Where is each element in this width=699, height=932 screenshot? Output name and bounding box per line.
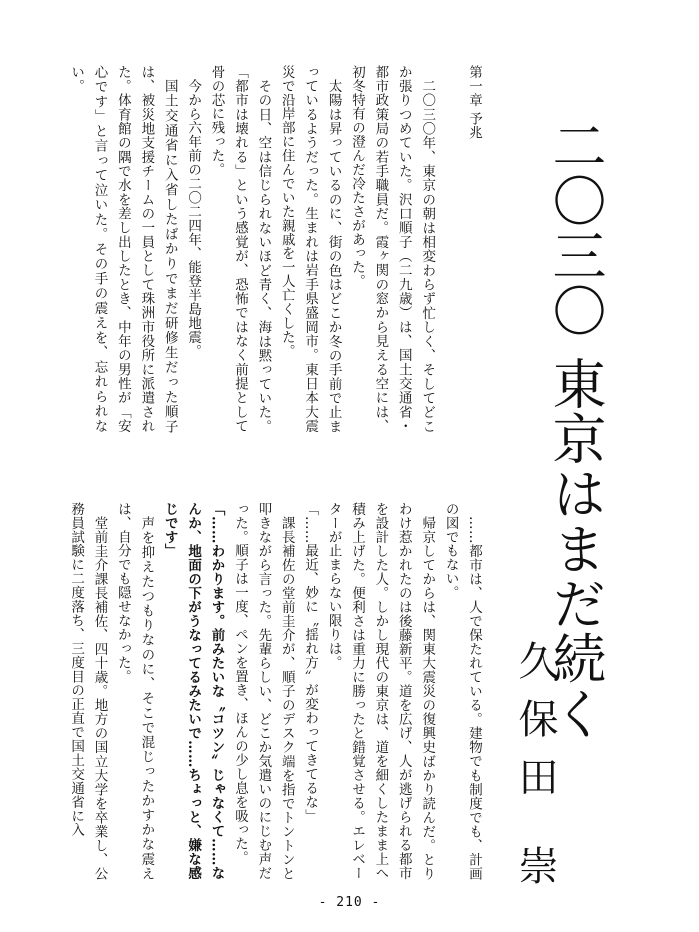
paragraph: 二〇三〇年、東京の朝は相変わらず忙しく、そしてどこか張りつめていた。沢口順子（二九歳）は、国土交通省・都市政策局の若手職員だ。霞ヶ関の窓から見える空には、初冬特有の澄んだ冷たさがあった。 [348,65,436,433]
dialogue-line-bold: 「……わかります。前みたいな〝コツン〟じゃなくて……なんか、地面の下がうなってるみたいで……ちょっと、嫌な感じです」 [161,502,225,880]
paragraph: ……都市は、人で保たれている。建物でも制度でも、計画の図でもない。 [442,502,482,880]
paragraph: 今から六年前の二〇二四年、能登半島地震。 [185,78,202,358]
paragraph: 声を抑えたつもりなのに、そこで混じったかすかな震えは、自分でも隠せなかった。 [114,502,155,880]
paragraph: 国土交通省に入省したばかりでまだ研修生だった順子は、被災地支援チームの一員として珠洲市役所に派遣された。体育館の隅で水を差し出したとき、中年の男性が「安心です」と言って泣いた。その手の震えを、忘れられない。 [68,65,178,433]
paragraph: 帰京してからは、関東大震災の復興史ばかり読んだ。とりわけ惹かれたのは後藤新平。道を広げ、人が逃げられる都市を設計した人。しかし現代の東京は、道を細くしたまま上へ積み上げた。便利さは重力に勝ったと錯覚させる。エレベーターが止まらない限りは。 [325,502,436,880]
chapter-heading: 第一章 予兆 [466,65,482,140]
lower-text-block [68,502,485,880]
page-number: - 210 - [318,895,381,910]
upper-text-block [68,65,485,433]
author-name: 久保田 崇 [512,640,558,903]
paragraph: 太陽は昇っているのに、街の色はどこか冬の手前で止まっているようだった。生まれは岩手県盛岡市。東日本大震災で沿岸部に住んでいた親戚を一人亡くした。 [278,65,342,433]
story-title: 二〇三〇 東京はまだ続く [544,118,607,742]
paragraph: 堂前圭介課長補佐、四十歳。地方の国立大学を卒業し、公務員試験に二度落ち、三度目の正直で国土交通省に入 [68,502,108,880]
dialogue-line: 「……最近、妙に〝揺れ方〟が変わってきてるな」 [302,502,319,823]
paragraph: その日、空は信じられないほど青く、海は黙っていた。「都市は壊れる」という感覚が、恐怖ではなく前提として骨の芯に残った。 [208,65,272,433]
paragraph: 課長補佐の堂前圭介が、順子のデスク端を指でトントンと叩きながら言った。先輩らしい、どこか気遣いのにじむ声だった。順子は一度、ペンを置き、ほんの少し息を吸った。 [231,502,295,880]
